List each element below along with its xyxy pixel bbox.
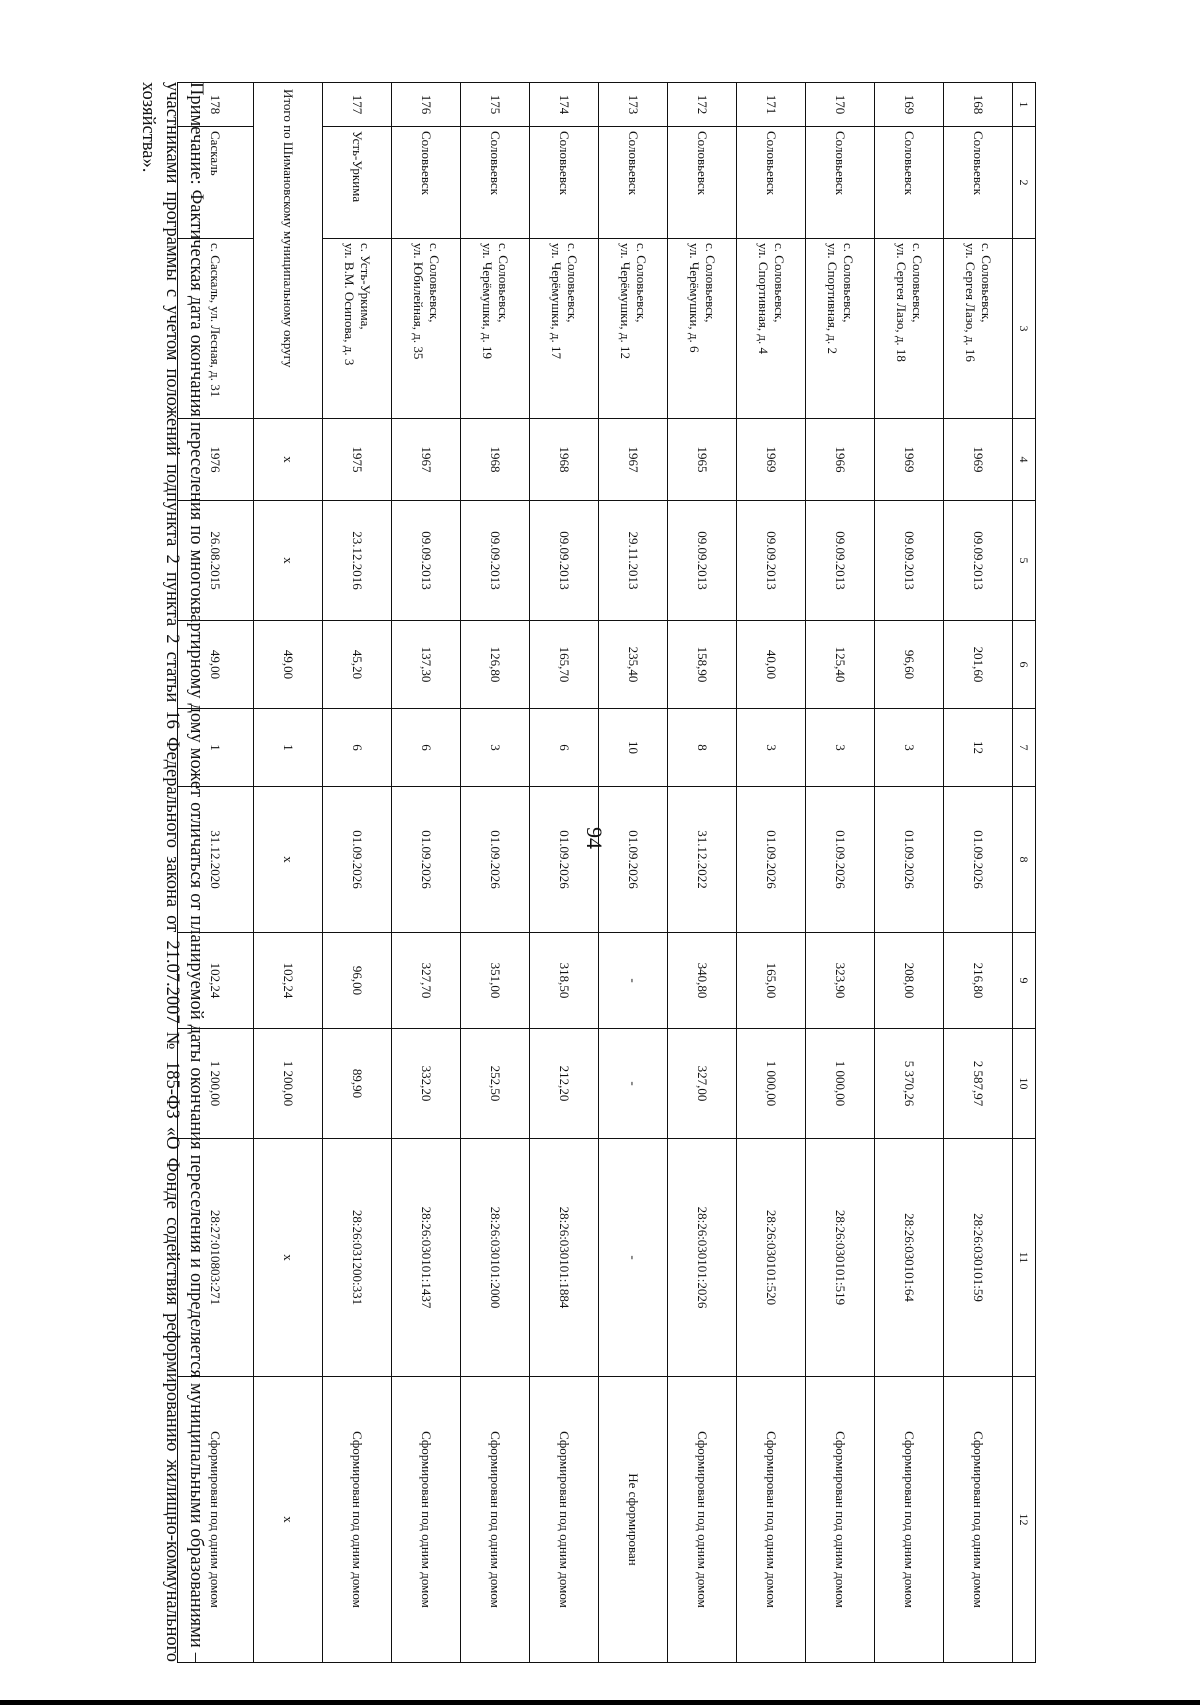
table-cell: 96,00 (323, 933, 392, 1029)
table-cell: 172 (668, 83, 737, 127)
table-cell: Соловьевск (461, 127, 530, 239)
subtotal-cell: x (254, 419, 323, 501)
table-cell: 3 (737, 709, 806, 787)
table-cell: 235,40 (599, 621, 668, 709)
table-cell: 09.09.2013 (668, 501, 737, 621)
table-cell: с. Соловьевск, ул. Юбилейная, д. 35 (392, 239, 461, 419)
table-cell: 1 000,00 (737, 1029, 806, 1139)
column-header: 3 (1013, 239, 1036, 419)
table-cell: 28:27:010803:271 (178, 1139, 254, 1377)
table-cell: 28:26:030101:2000 (461, 1139, 530, 1377)
table-cell: 1966 (806, 419, 875, 501)
table-cell: 01.09.2026 (461, 787, 530, 933)
table-cell: 1967 (599, 419, 668, 501)
column-header: 9 (1013, 933, 1036, 1029)
table-cell: 01.09.2026 (599, 787, 668, 933)
table-cell: - (599, 1139, 668, 1377)
column-header: 11 (1013, 1139, 1036, 1377)
table-cell: 28:26:030101:520 (737, 1139, 806, 1377)
subtotal-cell: x (254, 1377, 323, 1663)
table-cell: 26.08.2015 (178, 501, 254, 621)
table-cell: 1 200,00 (178, 1029, 254, 1139)
table-cell: 1968 (461, 419, 530, 501)
table-cell: 28:26:030101:1437 (392, 1139, 461, 1377)
table-row (944, 83, 1013, 1663)
column-header: 5 (1013, 501, 1036, 621)
table-cell: Сформирован под одним домом (875, 1377, 944, 1663)
table-cell: 351,00 (461, 933, 530, 1029)
table-cell: 165,70 (530, 621, 599, 709)
table-cell: 169 (875, 83, 944, 127)
table-cell: 125,40 (806, 621, 875, 709)
table-cell: 201,60 (944, 621, 1013, 709)
table-cell: Соловьевск (668, 127, 737, 239)
table-row (323, 83, 392, 1663)
table-cell: 175 (461, 83, 530, 127)
table-cell: 28:26:030101:1884 (530, 1139, 599, 1377)
table-cell: 40,00 (737, 621, 806, 709)
column-header: 10 (1013, 1029, 1036, 1139)
table-cell: Не сформирован (599, 1377, 668, 1663)
table-cell: 340,80 (668, 933, 737, 1029)
subtotal-cell: x (254, 787, 323, 933)
table-cell: Сформирован под одним домом (461, 1377, 530, 1663)
table-cell: 1969 (737, 419, 806, 501)
table-row (806, 83, 875, 1663)
table-cell: 168 (944, 83, 1013, 127)
table-cell: 1975 (323, 419, 392, 501)
table-cell: 09.09.2013 (806, 501, 875, 621)
table-cell: 323,90 (806, 933, 875, 1029)
table-cell: 216,80 (944, 933, 1013, 1029)
table-cell: 1 000,00 (806, 1029, 875, 1139)
table-cell: 3 (875, 709, 944, 787)
table-cell: Усть-Уркима (323, 127, 392, 239)
header-row (1013, 83, 1036, 1663)
table-cell: Соловьевск (944, 127, 1013, 239)
table-row (875, 83, 944, 1663)
table-cell: 126,80 (461, 621, 530, 709)
table-cell: 176 (392, 83, 461, 127)
table-cell: с. Соловьевск, ул. Сергея Лазо, д. 16 (944, 239, 1013, 419)
table-cell: с. Соловьевск, ул. Спортивная, д. 2 (806, 239, 875, 419)
table-cell: 28:26:030101:59 (944, 1139, 1013, 1377)
table-cell: 6 (392, 709, 461, 787)
table-cell: 332,20 (392, 1029, 461, 1139)
table-cell: 2 587,97 (944, 1029, 1013, 1139)
table-cell: 1968 (530, 419, 599, 501)
table-cell: 1969 (944, 419, 1013, 501)
table-cell: 10 (599, 709, 668, 787)
table-body (178, 83, 1013, 1663)
table-cell: 09.09.2013 (530, 501, 599, 621)
table-cell: 3 (806, 709, 875, 787)
table-cell: 327,00 (668, 1029, 737, 1139)
page-number: 94 (582, 827, 607, 849)
table-cell: Сформирован под одним домом (392, 1377, 461, 1663)
table-cell: 1 (178, 709, 254, 787)
table-cell: 208,00 (875, 933, 944, 1029)
scan-bottom-edge (0, 1700, 1200, 1705)
table-cell: Соловьевск (875, 127, 944, 239)
table-cell: 28:26:031200:331 (323, 1139, 392, 1377)
table-cell: 23.12.2016 (323, 501, 392, 621)
table-cell: 8 (668, 709, 737, 787)
column-header: 4 (1013, 419, 1036, 501)
column-header: 7 (1013, 709, 1036, 787)
subtotal-cell: 49,00 (254, 621, 323, 709)
table-cell: 6 (323, 709, 392, 787)
rotated-page-content (0, 68, 1090, 1688)
table-cell: 174 (530, 83, 599, 127)
table-cell: Сформирован под одним домом (737, 1377, 806, 1663)
table-cell: 09.09.2013 (944, 501, 1013, 621)
table-cell: с. Соловьевск, ул. Сергея Лазо, д. 18 (875, 239, 944, 419)
table-cell: с. Соловьевск, ул. Черёмушки, д. 6 (668, 239, 737, 419)
table-cell: 89,90 (323, 1029, 392, 1139)
table-cell: Сформирован под одним домом (530, 1377, 599, 1663)
table-cell: 31.12.2022 (668, 787, 737, 933)
table-cell: Сформирован под одним домом (806, 1377, 875, 1663)
table-cell: 3 (461, 709, 530, 787)
table-cell: 01.09.2026 (530, 787, 599, 933)
table-cell: 45,20 (323, 621, 392, 709)
table-cell: с. Соловьевск, ул. Черёмушки, д. 19 (461, 239, 530, 419)
table-cell: 1967 (392, 419, 461, 501)
table-cell: 318,50 (530, 933, 599, 1029)
table-cell: Сформирован под одним домом (178, 1377, 254, 1663)
table-cell: Сформирован под одним домом (323, 1377, 392, 1663)
footnote: Примечание: Фактическая дата окончания переселения по многоквартирному дому может отличаться от планируемой даты окончания переселения и определяется муниципальными образованиями – участниками программы с учетом положений подпункта 2 пункта 2 статьи 16 Федерального закона от 21.07.2007 № 185-ФЗ «О Фонде содействия реформированию жилищно-коммунального хозяйства». (138, 82, 206, 1662)
table-cell: Соловьевск (530, 127, 599, 239)
subtotal-cell: 1 (254, 709, 323, 787)
table-cell: 29.11.2013 (599, 501, 668, 621)
table-cell: - (599, 933, 668, 1029)
column-header: 12 (1013, 1377, 1036, 1663)
table-cell: 171 (737, 83, 806, 127)
subtotal-cell: x (254, 1139, 323, 1377)
table-cell: 1965 (668, 419, 737, 501)
table-cell: 165,00 (737, 933, 806, 1029)
table-cell: 28:26:030101:2026 (668, 1139, 737, 1377)
table-cell: с. Соловьевск, ул. Черёмушки, д. 12 (599, 239, 668, 419)
table-cell: 01.09.2026 (944, 787, 1013, 933)
table-cell: Сформирован под одним домом (668, 1377, 737, 1663)
subtotal-cell: x (254, 501, 323, 621)
housing-resettlement-table (177, 82, 1036, 1663)
table-cell: 137,30 (392, 621, 461, 709)
table-cell: Саскаль (178, 127, 254, 239)
table-cell: 1976 (178, 419, 254, 501)
table-cell: 170 (806, 83, 875, 127)
table-cell: 01.09.2026 (737, 787, 806, 933)
table-cell: 327,70 (392, 933, 461, 1029)
table-cell: Соловьевск (392, 127, 461, 239)
table-cell: 1969 (875, 419, 944, 501)
table-cell: 6 (530, 709, 599, 787)
column-header: 1 (1013, 83, 1036, 127)
table-cell: 252,50 (461, 1029, 530, 1139)
table-cell: 31.12.2020 (178, 787, 254, 933)
subtotal-cell: 1 200,00 (254, 1029, 323, 1139)
table-cell: 96,60 (875, 621, 944, 709)
table-cell: 49,00 (178, 621, 254, 709)
table-cell: 178 (178, 83, 254, 127)
table-row (737, 83, 806, 1663)
table-cell: 01.09.2026 (392, 787, 461, 933)
table-cell: 28:26:030101:519 (806, 1139, 875, 1377)
table-cell: с. Саскаль, ул. Лесная, д. 31 (178, 239, 254, 419)
column-header: 2 (1013, 127, 1036, 239)
table-cell: 01.09.2026 (875, 787, 944, 933)
table-cell: 177 (323, 83, 392, 127)
table-cell: 5 370,26 (875, 1029, 944, 1139)
subtotal-label: Итого по Шимановскому муниципальному округу (254, 83, 323, 419)
table-cell: Сформирован под одним домом (944, 1377, 1013, 1663)
table-row (599, 83, 668, 1663)
table-cell: 28:26:030101:64 (875, 1139, 944, 1377)
column-header: 6 (1013, 621, 1036, 709)
table-cell: 01.09.2026 (323, 787, 392, 933)
table-cell: 01.09.2026 (806, 787, 875, 933)
table-row (668, 83, 737, 1663)
table-cell: с. Усть-Уркима, ул. В.М. Осипова, д. 3 (323, 239, 392, 419)
table-cell: 173 (599, 83, 668, 127)
table-cell: 158,90 (668, 621, 737, 709)
table-cell: с. Соловьевск, ул. Черёмушки, д. 17 (530, 239, 599, 419)
subtotal-row (254, 83, 323, 1663)
table-cell: 102,24 (178, 933, 254, 1029)
table-cell: 12 (944, 709, 1013, 787)
table-row (461, 83, 530, 1663)
table-cell: 09.09.2013 (737, 501, 806, 621)
table-cell: 09.09.2013 (461, 501, 530, 621)
table-cell: Соловьевск (806, 127, 875, 239)
table-cell: Соловьевск (737, 127, 806, 239)
table-cell: - (599, 1029, 668, 1139)
table-cell: с. Соловьевск, ул. Спортивная, д. 4 (737, 239, 806, 419)
table-cell: 09.09.2013 (875, 501, 944, 621)
column-header: 8 (1013, 787, 1036, 933)
table-cell: 09.09.2013 (392, 501, 461, 621)
table-row (392, 83, 461, 1663)
subtotal-cell: 102,24 (254, 933, 323, 1029)
table-cell: 212,20 (530, 1029, 599, 1139)
table-row (530, 83, 599, 1663)
table-cell: Соловьевск (599, 127, 668, 239)
